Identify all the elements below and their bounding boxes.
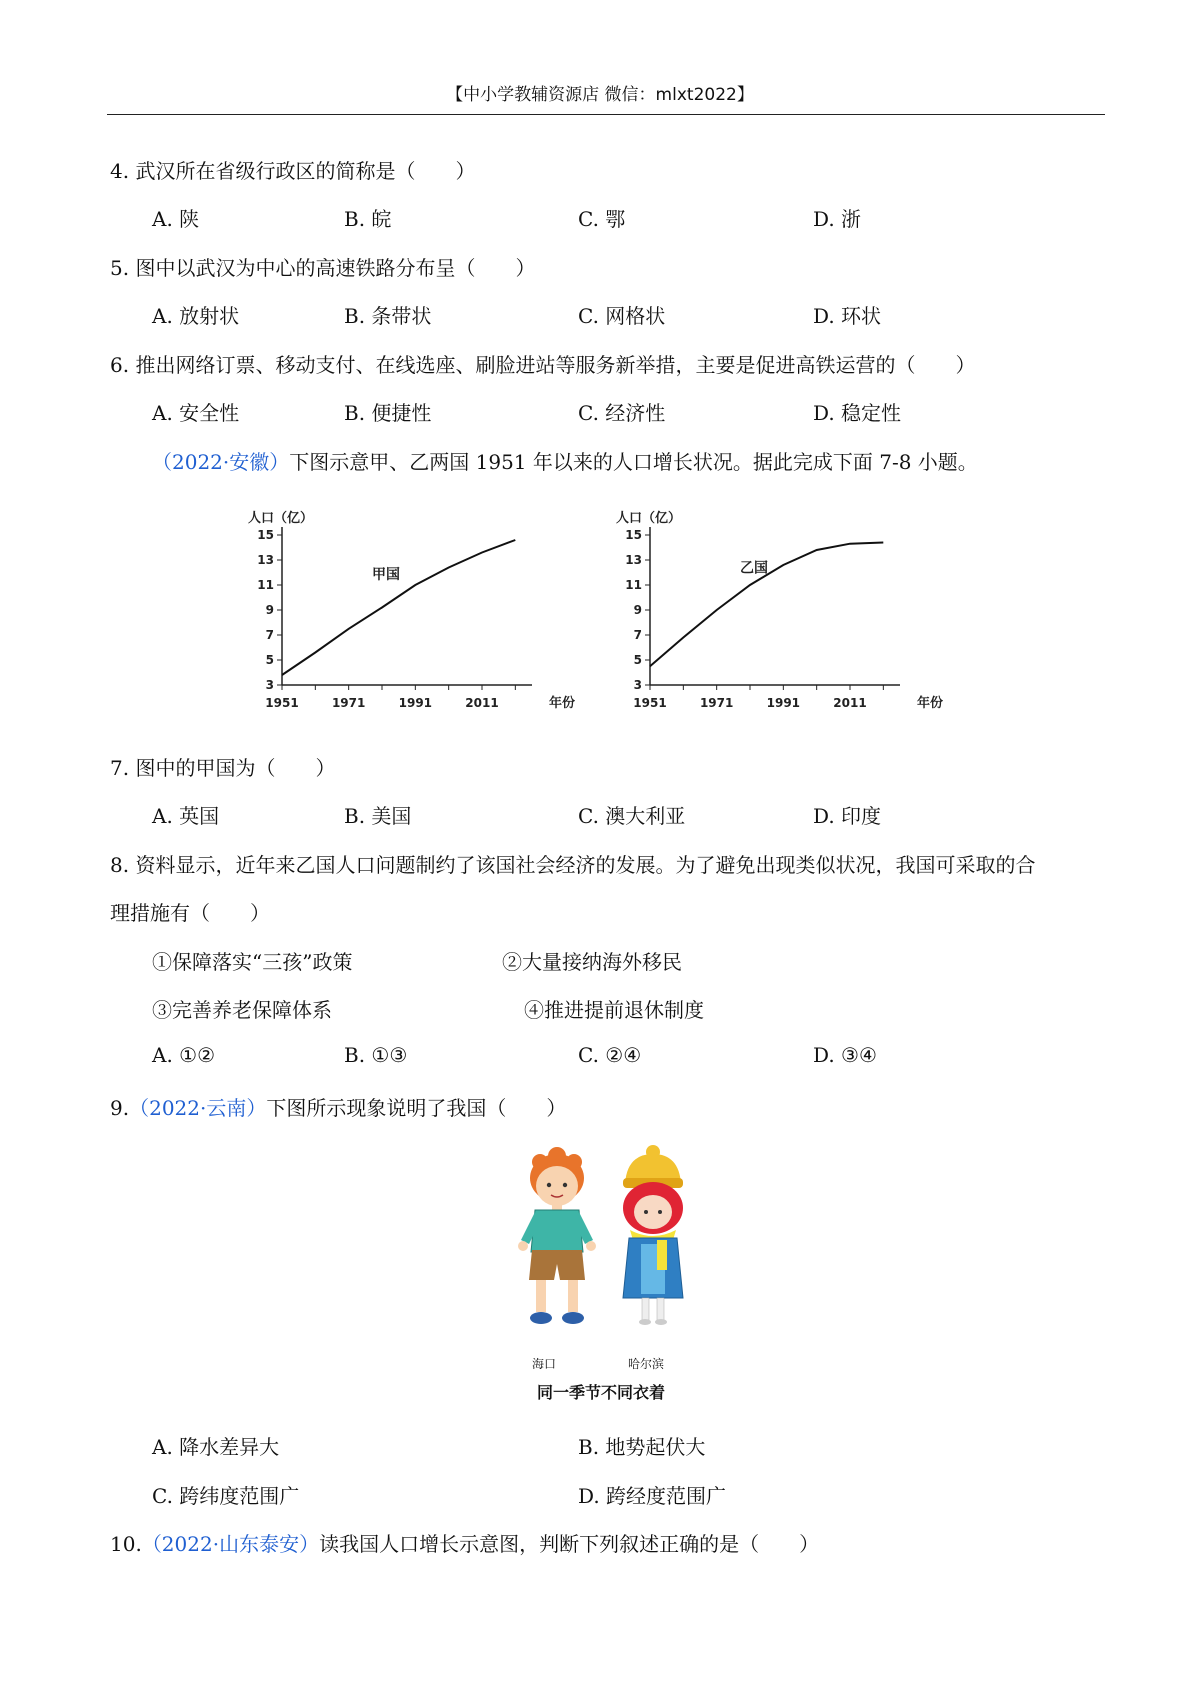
- intro-7-8: [152, 446, 978, 475]
- q7-option-a: A. 英国: [152, 804, 220, 828]
- x-axis-label: 年份: [548, 696, 576, 711]
- q6-option-c: C. 经济性: [578, 401, 666, 425]
- y-tick-label: 7: [265, 628, 274, 642]
- series-label-jia: 甲国: [372, 566, 400, 583]
- question-9-stem: [110, 1092, 566, 1121]
- q9-option-b: B. 地势起伏大: [578, 1435, 706, 1459]
- x-tick-label: 1951: [633, 696, 667, 710]
- y-axis-label: 人口（亿）: [248, 511, 314, 526]
- population-line-jia: [282, 540, 515, 675]
- y-tick-label: 3: [265, 678, 274, 692]
- page-header: 【中小学教辅资源店 微信：mlxt2022】: [446, 85, 754, 105]
- y-tick-label: 11: [257, 578, 274, 592]
- question-8-stem-line2: 理措施有（ ）: [110, 901, 270, 925]
- q10-number: 10.: [110, 1532, 142, 1556]
- chart-country-yi: [598, 500, 958, 725]
- figure-caption: 同一季节不同衣着: [537, 1383, 666, 1402]
- q5-option-d: D. 环状: [813, 304, 882, 328]
- q8-item-3: ③完善养老保障体系: [152, 998, 332, 1022]
- y-tick-label: 15: [625, 528, 642, 542]
- q4-option-d: D. 浙: [813, 207, 862, 231]
- q10-text: 读我国人口增长示意图，判断下列叙述正确的是（ ）: [319, 1532, 820, 1556]
- q6-option-d: D. 稳定性: [813, 401, 902, 425]
- series-label-yi: 乙国: [740, 560, 768, 577]
- q6-option-a: A. 安全性: [152, 401, 240, 425]
- figure-label-haikou: 海口: [532, 1357, 557, 1371]
- x-tick-label: 1971: [331, 696, 366, 710]
- q5-option-a: A. 放射状: [152, 304, 240, 328]
- clothing-illustration: [505, 1140, 705, 1340]
- girl-figure: [623, 1145, 683, 1325]
- y-axis-label: 人口（亿）: [616, 511, 682, 526]
- y-tick-label: 15: [257, 528, 274, 542]
- q9-option-c: C. 跨纬度范围广: [152, 1484, 300, 1508]
- question-10-stem: [110, 1528, 819, 1557]
- q7-option-b: B. 美国: [344, 804, 412, 828]
- x-tick-label: 1991: [766, 696, 801, 710]
- q8-option-d: D. ③④: [813, 1043, 877, 1067]
- q9-option-a: A. 降水差异大: [152, 1435, 280, 1459]
- q8-item-2: ②大量接纳海外移民: [502, 950, 682, 974]
- question-8-stem-line1: 8. 资料显示，近年来乙国人口问题制约了该国社会经济的发展。为了避免出现类似状况，我国可采取的合: [110, 853, 1036, 877]
- question-6-stem: 6. 推出网络订票、移动支付、在线选座、刷脸进站等服务新举措，主要是促进高铁运营的（ ）: [110, 353, 976, 377]
- q9-text: 下图所示现象说明了我国（ ）: [266, 1096, 567, 1120]
- q6-option-b: B. 便捷性: [344, 401, 432, 425]
- header-rule: [107, 114, 1105, 115]
- figure-label-harbin: 哈尔滨: [628, 1357, 665, 1371]
- x-tick-label: 2011: [465, 696, 499, 710]
- y-tick-label: 7: [633, 628, 642, 642]
- question-5-stem: 5. 图中以武汉为中心的高速铁路分布呈（ ）: [110, 256, 536, 280]
- y-tick-label: 11: [625, 578, 642, 592]
- q10-source: （2022·山东泰安）: [141, 1532, 320, 1556]
- y-tick-label: 9: [633, 603, 642, 617]
- q8-item-1: ①保障落实“三孩”政策: [152, 950, 353, 974]
- intro-source: （2022·安徽）: [152, 450, 290, 474]
- intro-text: 下图示意甲、乙两国 1951 年以来的人口增长状况。据此完成下面 7-8 小题。: [289, 450, 978, 474]
- y-tick-label: 5: [633, 653, 642, 667]
- q8-item-4: ④推进提前退休制度: [524, 998, 704, 1022]
- y-tick-label: 13: [625, 553, 642, 567]
- q4-option-c: C. 鄂: [578, 207, 626, 231]
- question-4-stem: 4. 武汉所在省级行政区的简称是（ ）: [110, 159, 476, 183]
- x-tick-label: 1951: [265, 696, 299, 710]
- q4-option-a: A. 陕: [152, 207, 200, 231]
- q7-option-d: D. 印度: [813, 804, 882, 828]
- x-axis-label: 年份: [916, 696, 944, 711]
- q5-option-b: B. 条带状: [344, 304, 432, 328]
- x-tick-label: 1991: [398, 696, 433, 710]
- y-tick-label: 13: [257, 553, 274, 567]
- x-tick-label: 2011: [833, 696, 867, 710]
- chart-country-jia: [230, 500, 590, 725]
- q8-option-b: B. ①③: [344, 1043, 408, 1067]
- boy-figure: [518, 1147, 596, 1324]
- q7-option-c: C. 澳大利亚: [578, 804, 686, 828]
- q9-option-d: D. 跨经度范围广: [578, 1484, 727, 1508]
- x-tick-label: 1971: [699, 696, 734, 710]
- q5-option-c: C. 网格状: [578, 304, 666, 328]
- q8-option-c: C. ②④: [578, 1043, 642, 1067]
- q9-number: 9.: [110, 1096, 130, 1120]
- q4-option-b: B. 皖: [344, 207, 392, 231]
- y-tick-label: 3: [633, 678, 642, 692]
- question-7-stem: 7. 图中的甲国为（ ）: [110, 756, 336, 780]
- y-tick-label: 9: [265, 603, 274, 617]
- y-tick-label: 5: [265, 653, 274, 667]
- q9-source: （2022·云南）: [129, 1096, 267, 1120]
- q8-option-a: A. ①②: [152, 1043, 216, 1067]
